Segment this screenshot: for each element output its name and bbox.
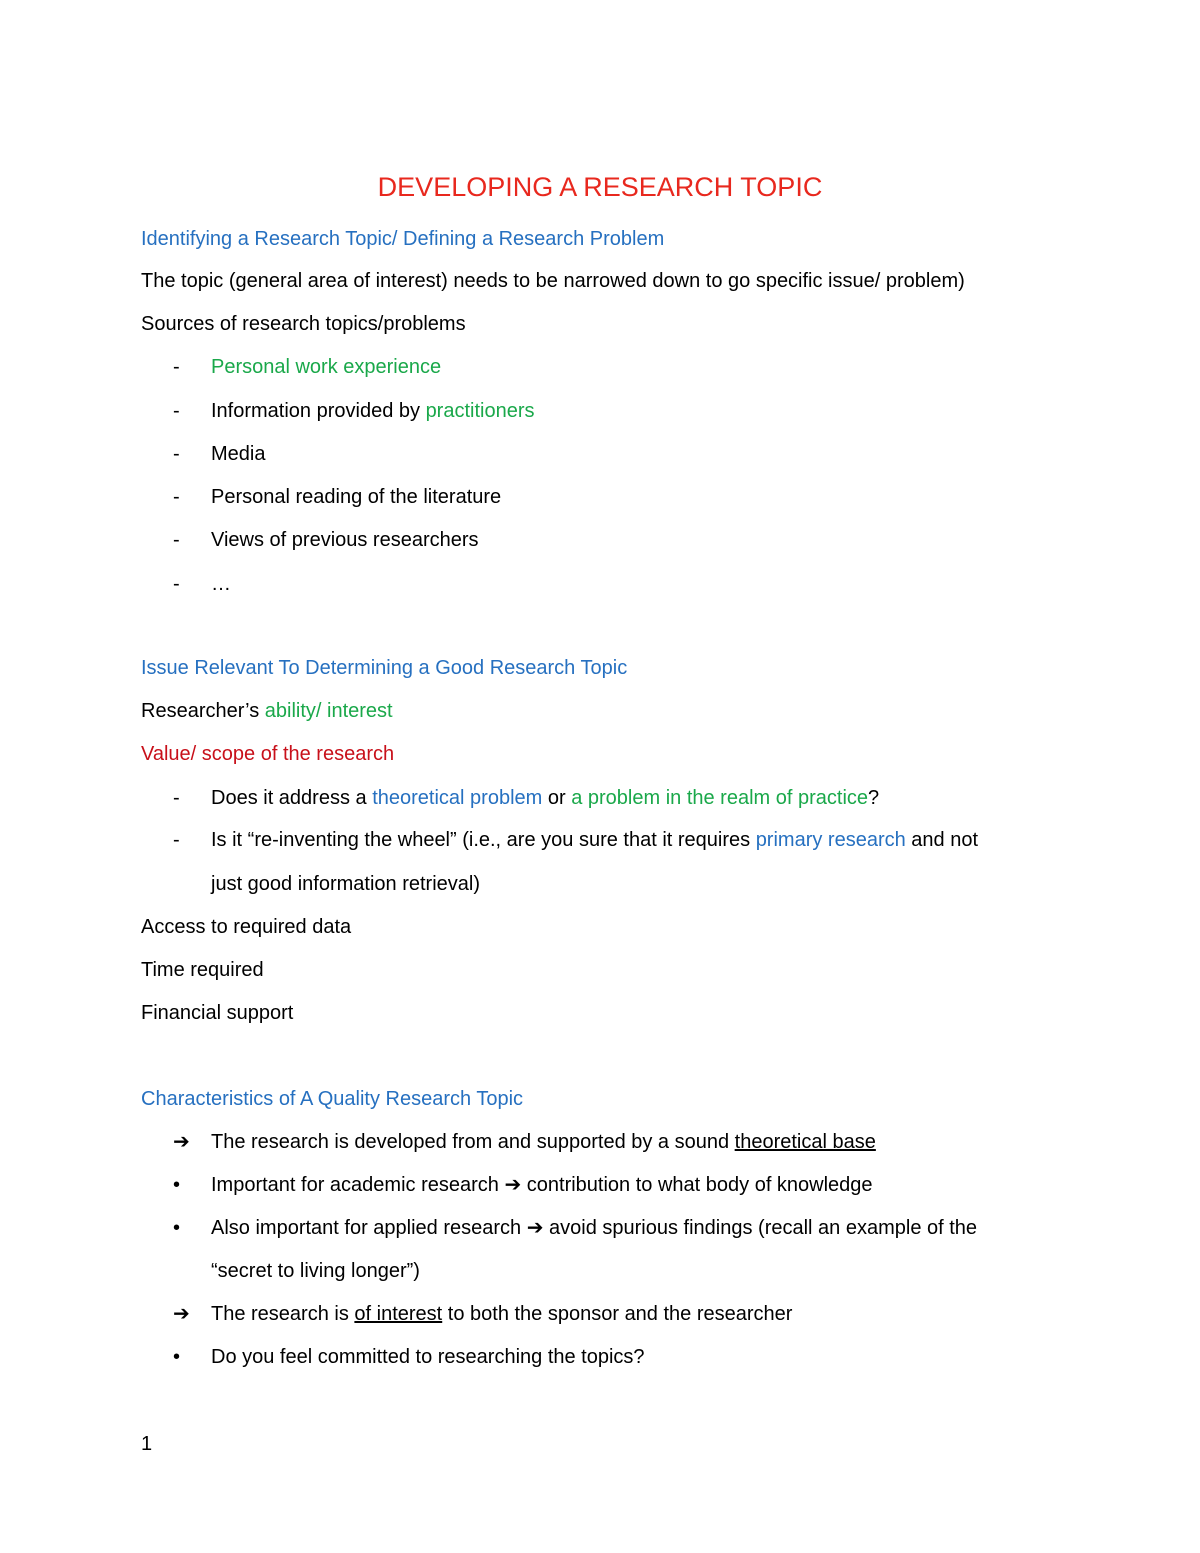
list-item-academic-research: Important for academic research ➔ contribution to what body of knowledge bbox=[211, 1174, 873, 1196]
list-item-text: ? bbox=[868, 787, 880, 809]
line-researcher-ability bbox=[141, 697, 393, 725]
list-marker: - bbox=[173, 829, 180, 851]
highlight-theoretical-problem: theoretical problem bbox=[372, 787, 543, 809]
section-heading-identifying: Identifying a Research Topic/ Defining a Research Problem bbox=[141, 228, 665, 250]
list-item-text: The research is bbox=[211, 1303, 355, 1325]
list-item-text: and not bbox=[905, 829, 979, 851]
list-item-reinventing-cont: just good information retrieval) bbox=[211, 873, 481, 895]
list-marker: - bbox=[173, 573, 180, 595]
highlight-problem-practice: a problem in the realm of practice bbox=[571, 787, 869, 809]
bullet-icon: • bbox=[173, 1346, 181, 1368]
paragraph-topic: The topic (general area of interest) needs to be narrowed down to go specific issue/ problem) bbox=[141, 270, 965, 292]
list-item-reinventing bbox=[211, 826, 978, 854]
list-item-views: Views of previous researchers bbox=[211, 529, 479, 551]
list-marker: - bbox=[173, 486, 180, 508]
arrow-icon: ➔ bbox=[173, 1131, 190, 1153]
list-item-media: Media bbox=[211, 443, 266, 465]
list-item-text: Is it “re-inventing the wheel” (i.e., are you sure that it requires bbox=[211, 829, 756, 851]
line-time-required: Time required bbox=[141, 959, 264, 981]
line-financial-support: Financial support bbox=[141, 1002, 294, 1024]
list-item-text: or bbox=[542, 787, 572, 809]
section-heading-characteristics: Characteristics of A Quality Research Topic bbox=[141, 1088, 524, 1110]
bullet-icon: • bbox=[173, 1174, 181, 1196]
underlined-of-interest: of interest bbox=[354, 1303, 443, 1325]
highlight-ability-interest: ability/ interest bbox=[264, 700, 393, 722]
list-item-text: The research is developed from and supported by a sound bbox=[211, 1131, 735, 1153]
list-item-text: Does it address a bbox=[211, 787, 373, 809]
list-item-text: Information provided by bbox=[211, 400, 426, 422]
list-item-does-it-address bbox=[211, 784, 879, 812]
list-item-text: to both the sponsor and the researcher bbox=[442, 1303, 793, 1325]
line-value-scope: Value/ scope of the research bbox=[141, 743, 395, 765]
list-marker: - bbox=[173, 443, 180, 465]
list-item-ellipsis: … bbox=[211, 573, 231, 595]
section-heading-issue-relevant: Issue Relevant To Determining a Good Research Topic bbox=[141, 657, 628, 679]
list-item-committed: Do you feel committed to researching the topics? bbox=[211, 1346, 645, 1368]
page-number: 1 bbox=[141, 1433, 153, 1455]
line-text: Researcher’s bbox=[141, 700, 265, 722]
line-access-data: Access to required data bbox=[141, 916, 352, 938]
list-marker: - bbox=[173, 787, 180, 809]
list-marker: - bbox=[173, 529, 180, 551]
arrow-icon: ➔ bbox=[173, 1303, 190, 1325]
document-title: DEVELOPING A RESEARCH TOPIC bbox=[377, 172, 823, 202]
list-item-personal-work: Personal work experience bbox=[211, 356, 442, 378]
list-marker: - bbox=[173, 400, 180, 422]
list-item-of-interest bbox=[211, 1300, 792, 1328]
highlight-primary-research: primary research bbox=[755, 829, 906, 851]
list-item-personal-reading: Personal reading of the literature bbox=[211, 486, 502, 508]
list-item-applied-research-cont: “secret to living longer”) bbox=[211, 1260, 420, 1282]
highlight-practitioners: practitioners bbox=[425, 400, 535, 422]
list-item-applied-research: Also important for applied research ➔ avoid spurious findings (recall an example of the bbox=[211, 1217, 978, 1239]
underlined-theoretical-base: theoretical base bbox=[734, 1131, 876, 1153]
list-marker: - bbox=[173, 356, 180, 378]
list-item-theoretical-base bbox=[211, 1128, 876, 1156]
paragraph-sources: Sources of research topics/problems bbox=[141, 313, 466, 335]
list-item-information-provided bbox=[211, 397, 535, 425]
bullet-icon: • bbox=[173, 1217, 181, 1239]
